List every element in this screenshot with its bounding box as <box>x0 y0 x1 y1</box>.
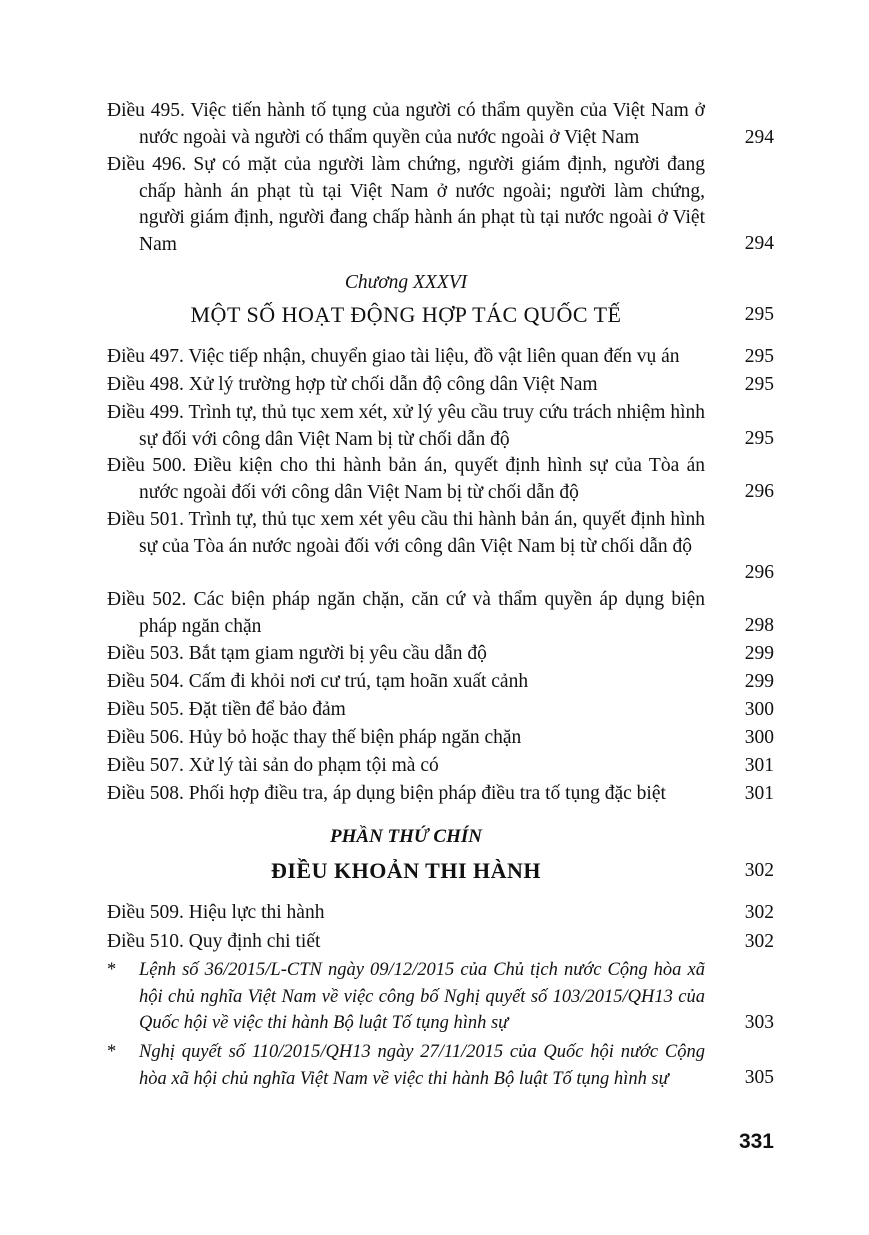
toc-entry-501[interactable]: Điều 501. Trình tự, thủ tục xem xét yêu cầu thi hành bản án, quyết định hình sự của Tòa án nước ngoài đối với công dân Việt Nam bị từ chối dẫn độ <box>107 509 705 557</box>
folio-page-number: 331 <box>738 1130 774 1153</box>
toc-note-1[interactable] <box>107 957 705 1037</box>
toc-page-number: 305 <box>744 1067 774 1088</box>
toc-page-number: 295 <box>744 374 774 395</box>
toc-entry-498[interactable]: Điều 498. Xử lý trường hợp từ chối dẫn độ công dân Việt Nam <box>107 374 598 395</box>
part-title[interactable]: ĐIỀU KHOẢN THI HÀNH <box>270 858 542 883</box>
toc-page-number: 296 <box>744 481 774 502</box>
toc-page-number: 301 <box>744 783 774 804</box>
part-label: PHẦN THỨ CHÍN <box>330 826 482 847</box>
toc-page-number: 303 <box>744 1012 774 1033</box>
toc-page-number: 295 <box>744 304 774 325</box>
toc-note-2[interactable] <box>107 1039 705 1092</box>
toc-page-number: 299 <box>744 671 774 692</box>
note-text: Nghị quyết số 110/2015/QH13 ngày 27/11/2015 của Quốc hội nước Cộng hòa xã hội chủ nghĩa Việt Nam về việc thi hành Bộ luật Tố tụng hình sự <box>139 1042 705 1089</box>
toc-entry-497[interactable]: Điều 497. Việc tiếp nhận, chuyển giao tài liệu, đồ vật liên quan đến vụ án <box>107 346 680 367</box>
toc-page-number: 300 <box>744 727 774 748</box>
toc-page-number: 300 <box>744 699 774 720</box>
note-bullet: * <box>107 1042 117 1062</box>
toc-page-number: 302 <box>744 931 774 952</box>
toc-page-number: 302 <box>744 860 774 881</box>
toc-entry-495[interactable]: Điều 495. Việc tiến hành tố tụng của người có thẩm quyền của Việt Nam ở nước ngoài và người có thẩm quyền của nước ngoài ở Việt Nam <box>107 100 705 148</box>
toc-entry-506[interactable]: Điều 506. Hủy bỏ hoặc thay thế biện pháp ngăn chặn <box>107 727 522 748</box>
toc-page-number: 295 <box>744 428 774 449</box>
toc-entry-496[interactable]: Điều 496. Sự có mặt của người làm chứng, người giám định, người đang chấp hành án phạt tù tại Việt Nam ở nước ngoài; người làm chứng, người giám định, người đang chấp hành án phạt tù tại nước ngoài ở Việt Nam <box>107 154 705 255</box>
toc-entry-510[interactable]: Điều 510. Quy định chi tiết <box>107 931 321 952</box>
note-bullet: * <box>107 960 117 980</box>
toc-entry-504[interactable]: Điều 504. Cấm đi khỏi nơi cư trú, tạm hoãn xuất cảnh <box>107 671 529 692</box>
toc-page-number: 294 <box>744 127 774 148</box>
toc-entry-500[interactable]: Điều 500. Điều kiện cho thi hành bản án, quyết định hình sự của Tòa án nước ngoài đối với công dân Việt Nam bị từ chối dẫn độ <box>107 455 705 503</box>
toc-page-number: 302 <box>744 902 774 923</box>
toc-entry-503[interactable]: Điều 503. Bắt tạm giam người bị yêu cầu dẫn độ <box>107 643 487 664</box>
toc-page-number: 295 <box>744 346 774 367</box>
toc-page-number: 294 <box>744 233 774 254</box>
chapter-title[interactable]: MỘT SỐ HOẠT ĐỘNG HỢP TÁC QUỐC TẾ <box>190 302 622 327</box>
chapter-label: Chương XXXVI <box>344 272 468 293</box>
toc-entry-502[interactable]: Điều 502. Các biện pháp ngăn chặn, căn cứ và thẩm quyền áp dụng biện pháp ngăn chặn <box>107 589 705 637</box>
toc-entry-508[interactable]: Điều 508. Phối hợp điều tra, áp dụng biện pháp điều tra tố tụng đặc biệt <box>107 783 666 804</box>
toc-page-number: 296 <box>744 562 774 583</box>
toc-page-number: 299 <box>744 643 774 664</box>
toc-entry-509[interactable]: Điều 509. Hiệu lực thi hành <box>107 902 325 923</box>
note-text: Lệnh số 36/2015/L-CTN ngày 09/12/2015 của Chủ tịch nước Cộng hòa xã hội chủ nghĩa Việt Nam về việc công bố Nghị quyết số 103/2015/QH13 của Quốc hội về việc thi hành Bộ luật Tố tụng hình sự <box>139 960 705 1033</box>
toc-entry-505[interactable]: Điều 505. Đặt tiền để bảo đảm <box>107 699 346 720</box>
toc-entry-499[interactable]: Điều 499. Trình tự, thủ tục xem xét, xử lý yêu cầu truy cứu trách nhiệm hình sự đối với công dân Việt Nam bị từ chối dẫn độ <box>107 402 705 450</box>
toc-entry-507[interactable]: Điều 507. Xử lý tài sản do phạm tội mà có <box>107 755 439 776</box>
toc-page-number: 301 <box>744 755 774 776</box>
toc-page-number: 298 <box>744 615 774 636</box>
